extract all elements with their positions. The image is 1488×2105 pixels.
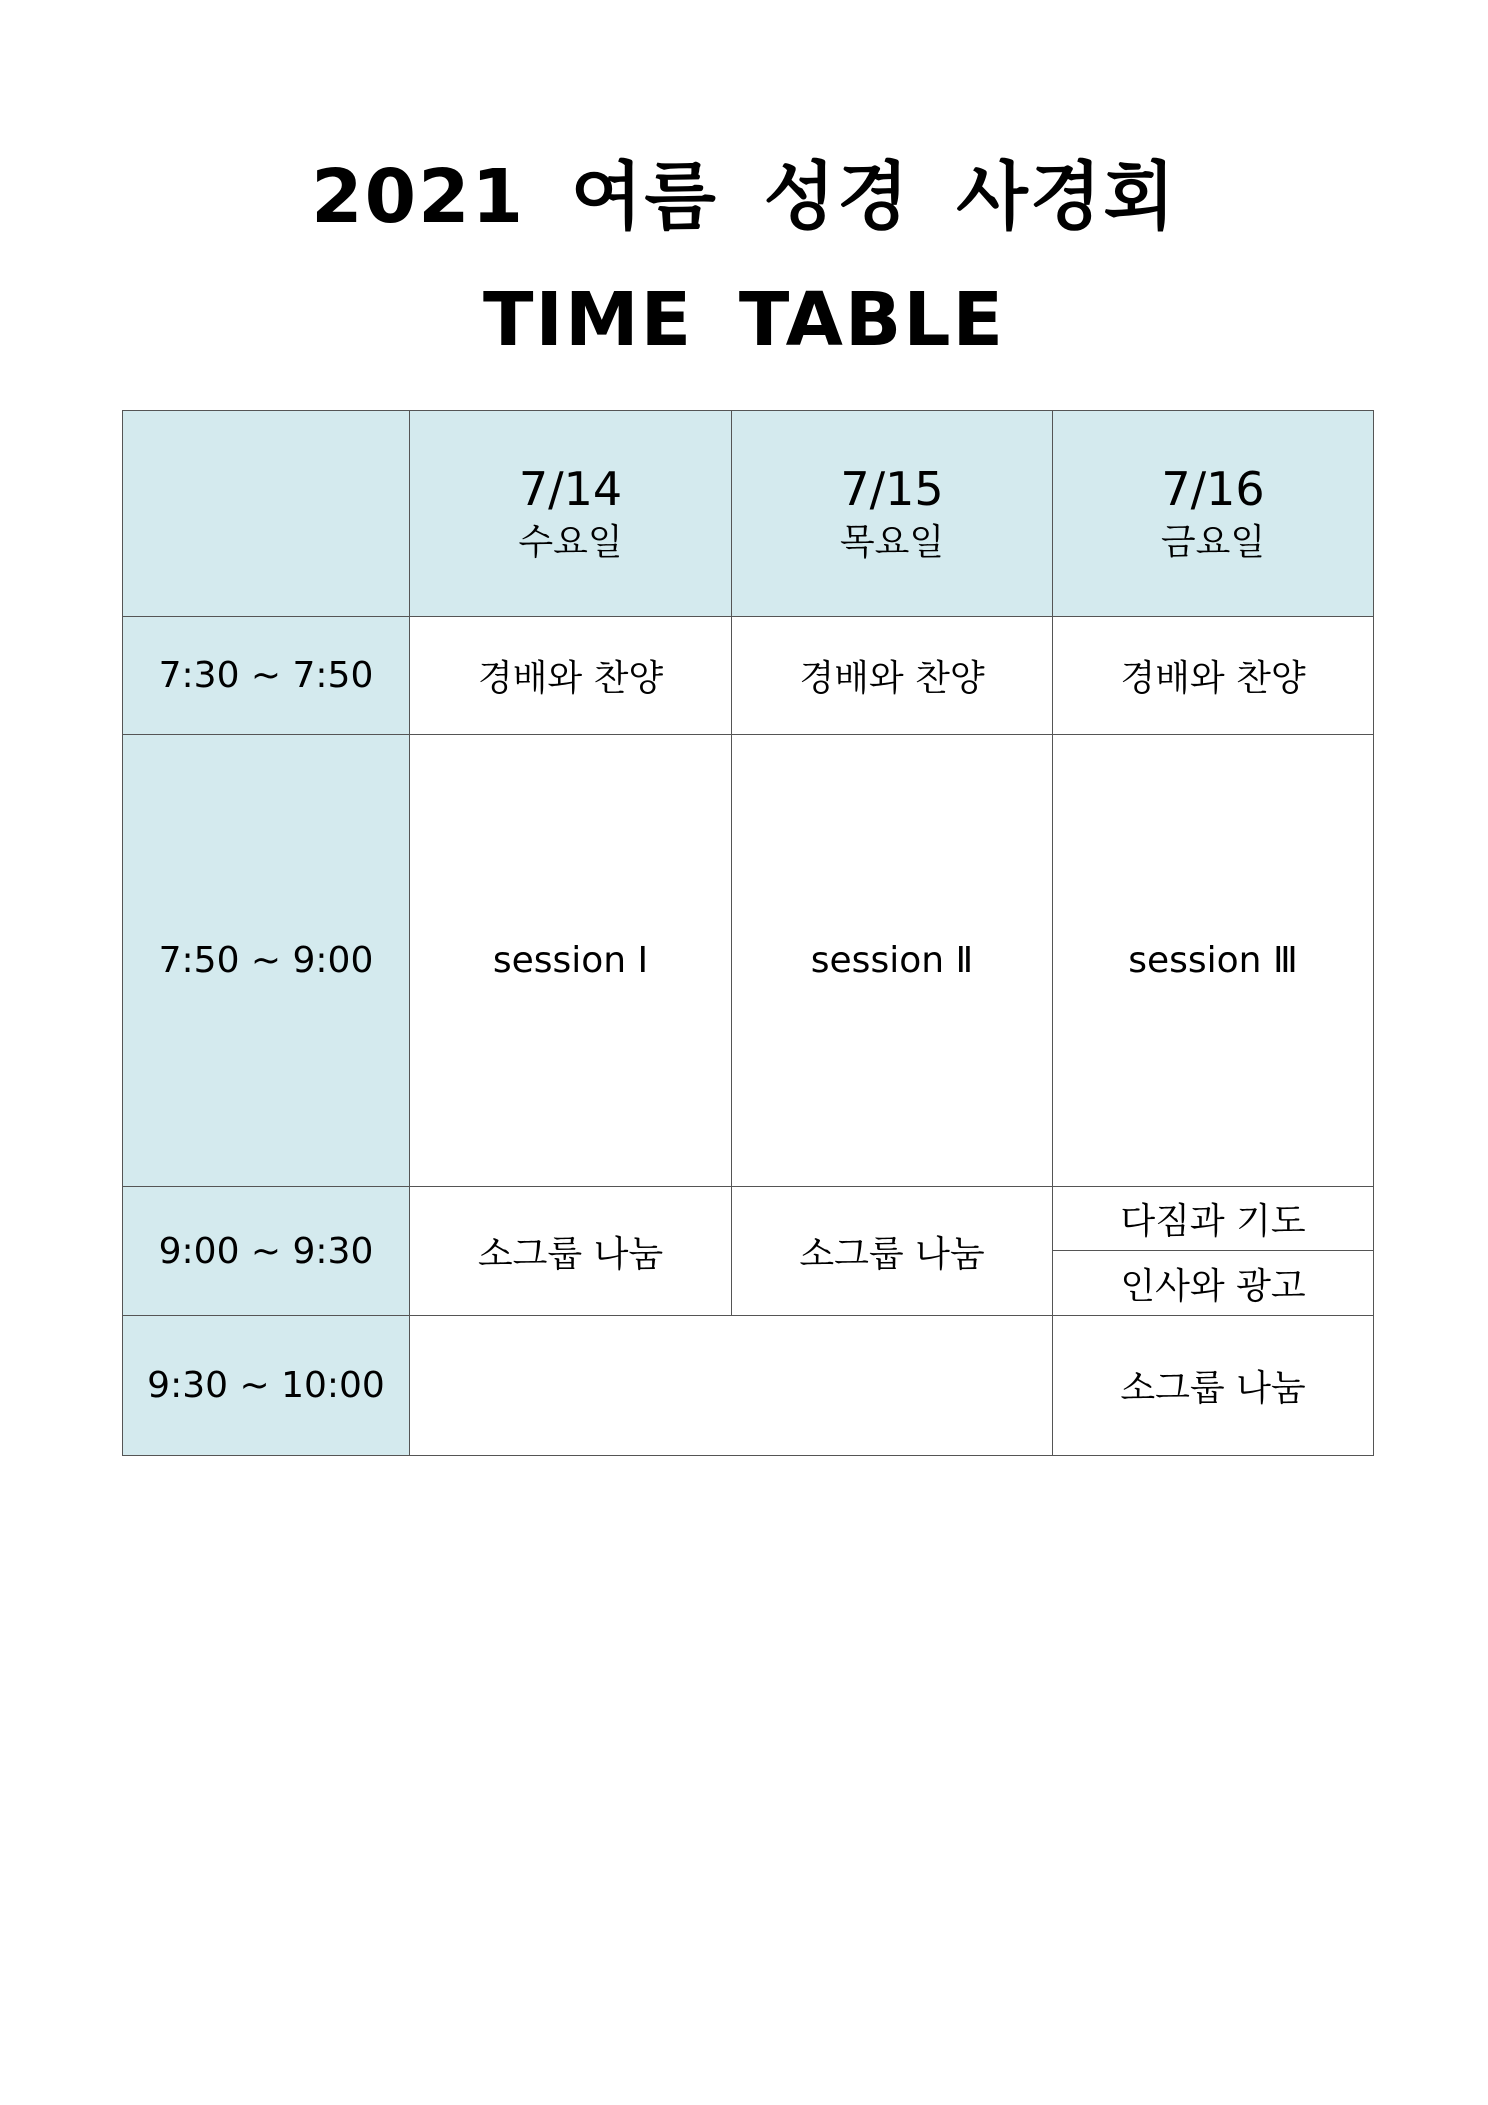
- schedule-cell: 경배와 찬양: [1053, 617, 1374, 735]
- table-header-row: [123, 411, 1374, 617]
- weekday-label: 목요일: [839, 522, 945, 563]
- title-line-2: TIME TABLE: [482, 277, 1006, 363]
- schedule-cell: session Ⅰ: [410, 735, 732, 1187]
- time-cell: 7:50 ~ 9:00: [123, 735, 410, 1187]
- table-row: [123, 617, 1374, 735]
- table-row: [123, 1187, 1374, 1251]
- schedule-cell: session Ⅲ: [1053, 735, 1374, 1187]
- weekday-label: 금요일: [1160, 522, 1266, 563]
- date-label: 7/14: [518, 462, 623, 517]
- date-label: 7/16: [1161, 462, 1265, 517]
- date-label: 7/15: [840, 462, 944, 517]
- schedule-cell: 경배와 찬양: [410, 617, 732, 735]
- table-row: [123, 1316, 1374, 1456]
- schedule-cell: 소그룹 나눔: [410, 1187, 732, 1316]
- schedule-cell-split-bottom: 인사와 광고: [1053, 1251, 1374, 1316]
- table-row: [123, 735, 1374, 1187]
- header-corner-cell: [123, 411, 410, 617]
- time-cell: 9:30 ~ 10:00: [123, 1316, 410, 1456]
- time-cell: 7:30 ~ 7:50: [123, 617, 410, 735]
- schedule-cell: 소그룹 나눔: [732, 1187, 1053, 1316]
- title-line-1: 2021 여름 성경 사경회: [311, 154, 1177, 240]
- header-day-1: [410, 411, 732, 617]
- time-table: [122, 410, 1374, 1456]
- schedule-cell-split-top: 다짐과 기도: [1053, 1187, 1374, 1251]
- header-day-2: [732, 411, 1053, 617]
- schedule-cell: session Ⅱ: [732, 735, 1053, 1187]
- schedule-cell: 소그룹 나눔: [1053, 1316, 1374, 1456]
- schedule-cell: 경배와 찬양: [732, 617, 1053, 735]
- weekday-label: 수요일: [518, 522, 623, 563]
- time-cell: 9:00 ~ 9:30: [123, 1187, 410, 1316]
- schedule-cell-merged-empty: [410, 1316, 1053, 1456]
- header-day-3: [1053, 411, 1374, 617]
